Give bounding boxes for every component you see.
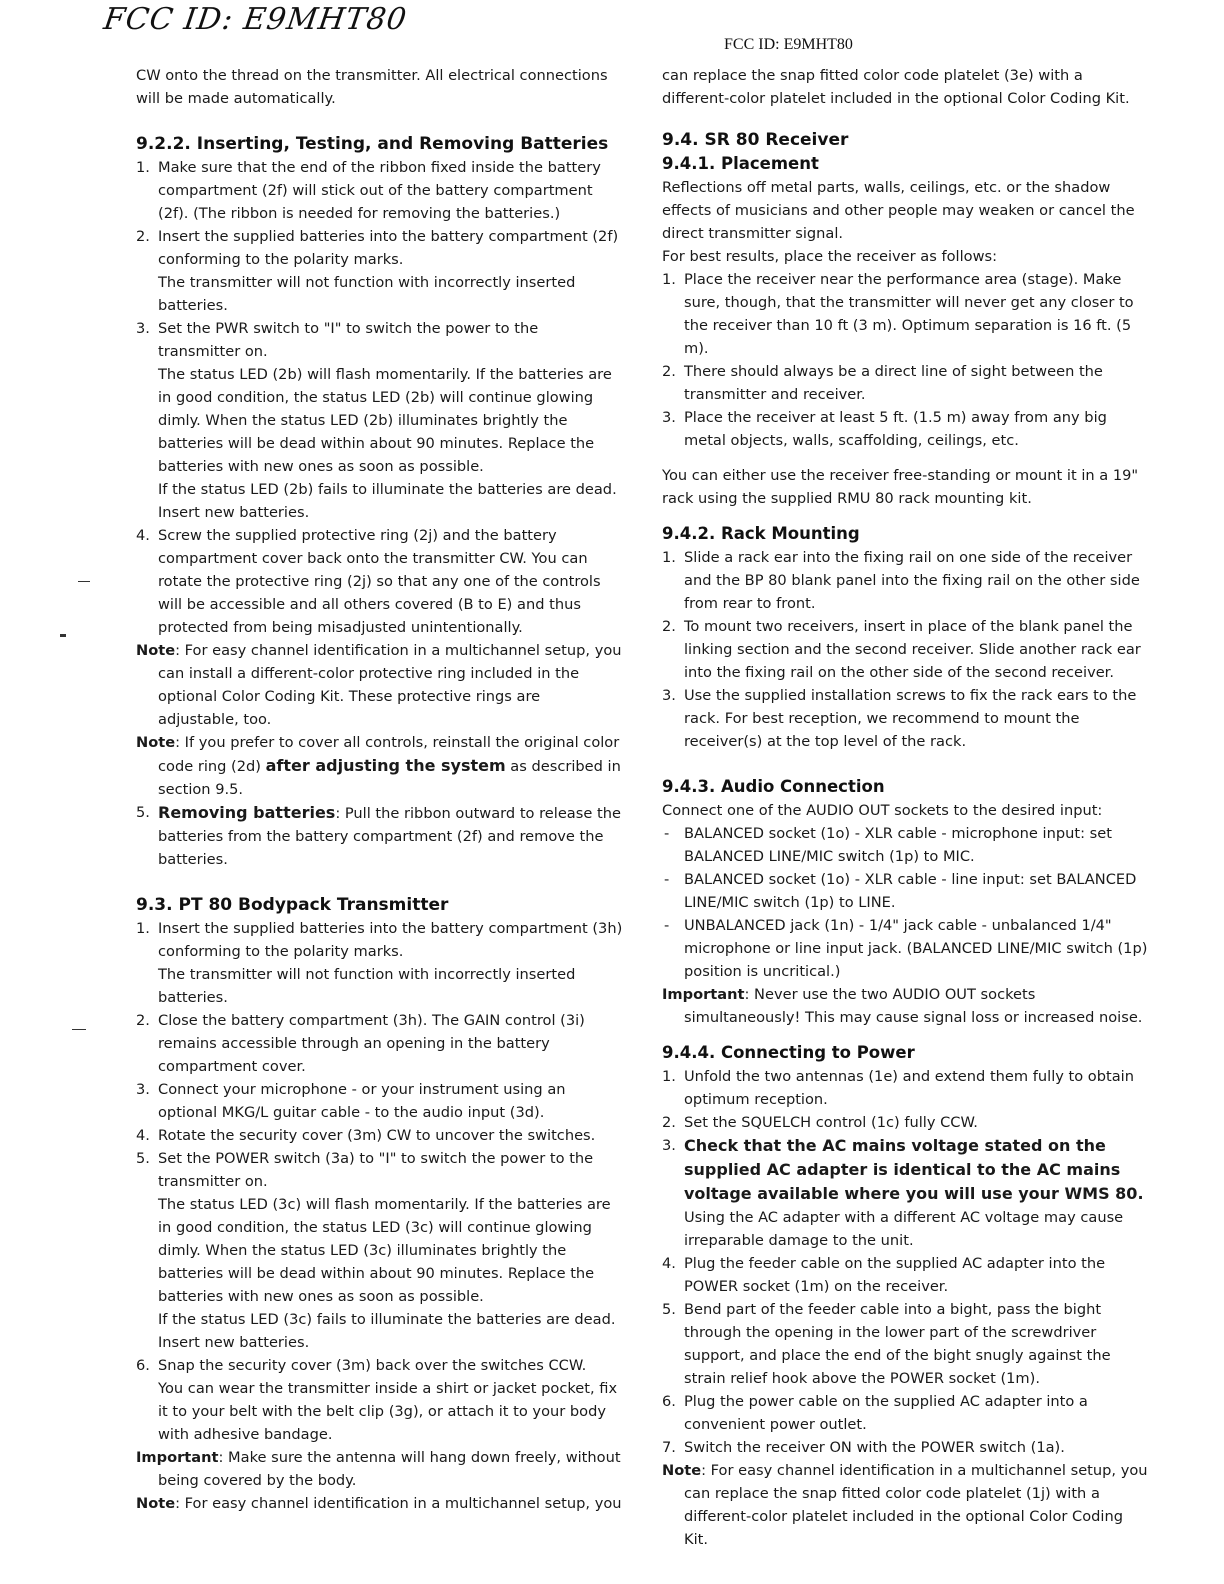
left-column (136, 64, 624, 1515)
important-text: : Never use the two AUDIO OUT sockets simultaneously! This may cause signal loss or increased noise. (684, 986, 1143, 1026)
item-number: 1. (136, 159, 150, 176)
list-item (136, 1354, 624, 1446)
item-number: 1. (662, 549, 676, 566)
list-item (662, 268, 1148, 360)
list-item (136, 917, 624, 1009)
item-number: 2. (662, 618, 676, 635)
item-subtext: The status LED (3c) will flash momentarily. If the batteries are in good condition, the status LED (3c) will continue glowing dimly. When the status LED (3c) illuminates brightly the batteries will be dead within about 90 minutes. Replace the batteries with new ones as soon as possible. (158, 1196, 611, 1305)
list-item (136, 524, 624, 639)
note-text: : For easy channel identification in a multichannel setup, you can install a different-color protective ring included in the optional Color Coding Kit. These protective rings are adjustable, too. (158, 642, 622, 728)
fcc-id-header: FCC ID: E9MHT80 (724, 36, 853, 53)
item-text: Use the supplied installation screws to fix the rack ears to the rack. For best reception, we recommend to mount the receiver(s) at the top level of the rack. (684, 687, 1137, 750)
item-text: Rotate the security cover (3m) CW to uncover the switches. (158, 1127, 596, 1144)
item-text: Set the POWER switch (3a) to "I" to switch the power to the transmitter on. (158, 1150, 594, 1190)
item-text: Connect your microphone - or your instrument using an optional MKG/L guitar cable - to the audio input (3d). (158, 1081, 566, 1121)
note-paragraph (136, 731, 624, 801)
list-item (136, 156, 624, 225)
item-subtext: If the status LED (2b) fails to illuminate the batteries are dead. Insert new batteries. (158, 481, 617, 521)
list-item (136, 1147, 624, 1354)
list-item (136, 1124, 624, 1147)
dash-list-item: - BALANCED socket (1o) - XLR cable - microphone input: set BALANCED LINE/MIC switch (1p) to MIC. (662, 822, 1148, 868)
paragraph: Reflections off metal parts, walls, ceilings, etc. or the shadow effects of musicians and other people may weaken or cancel the direct transmitter signal. (662, 179, 1135, 242)
list-item (662, 360, 1148, 406)
item-subtext: The transmitter will not function with incorrectly inserted batteries. (158, 966, 576, 1006)
list-item (662, 546, 1148, 615)
item-number: 1. (662, 271, 676, 288)
intro-paragraph: CW onto the thread on the transmitter. All electrical connections will be made automatically. (136, 67, 608, 107)
item-text: Slide a rack ear into the fixing rail on one side of the receiver and the BP 80 blank panel into the fixing rail on the other side from rear to front. (684, 549, 1140, 612)
item-number: 3. (136, 1081, 150, 1098)
paragraph: For best results, place the receiver as follows: (662, 248, 998, 265)
item-number: 4. (136, 527, 150, 544)
item-text: To mount two receivers, insert in place of the blank panel the linking section and the second receiver. Slide another rack ear into the fixing rail on the other side of the second receiver. (684, 618, 1141, 681)
item-number: 5. (136, 804, 150, 821)
item-text: Screw the supplied protective ring (2j) and the battery compartment cover back onto the transmitter CW. You can rotate the protective ring (2j) so that any one of the controls will be accessible and all others covered (B to E) and thus protected from being misadjusted unintentionally. (158, 527, 601, 636)
item-number: 2. (136, 1012, 150, 1029)
important-paragraph (662, 983, 1148, 1029)
note-paragraph (136, 1492, 624, 1515)
section-heading-9-4-1: 9.4.1. Placement (662, 154, 819, 173)
item-text: Bend part of the feeder cable into a bight, pass the bight through the opening in the lower part of the screwdriver support, and place the end of the bight snugly against the strain relief hook above the POWER socket (1m). (684, 1301, 1111, 1387)
note-text: : For easy channel identification in a multichannel setup, you (175, 1495, 622, 1512)
item-number: 5. (662, 1301, 676, 1318)
item-number: 1. (136, 920, 150, 937)
note-paragraph (136, 639, 624, 731)
margin-mark (78, 581, 90, 582)
note-text: : If you prefer to cover all controls, reinstall the original color code ring (2d) (158, 734, 620, 775)
item-number: 2. (136, 228, 150, 245)
important-paragraph (136, 1446, 624, 1492)
item-text: Set the PWR switch to "I" to switch the power to the transmitter on. (158, 320, 539, 360)
handwritten-fcc-id: FCC ID: E9MHT80 (101, 2, 410, 37)
dash-list-item: - UNBALANCED jack (1n) - 1/4" jack cable - unbalanced 1/4" microphone or line input jack. (BALANCED LINE/MIC switch (1p) position is uncritical.) (662, 914, 1148, 983)
section-heading-9-3: 9.3. PT 80 Bodypack Transmitter (136, 895, 449, 915)
item-text: Snap the security cover (3m) back over the switches CCW. (158, 1357, 587, 1374)
item-number: 3. (136, 320, 150, 337)
list-item (662, 615, 1148, 684)
item-text: Make sure that the end of the ribbon fixed inside the battery compartment (2f) will stick out of the battery compartment (2f). (The ribbon is needed for removing the batteries.) (158, 159, 601, 222)
item-number: 3. (662, 409, 676, 426)
important-label: Important (662, 986, 745, 1003)
item-text: Close the battery compartment (3h). The GAIN control (3i) remains accessible through an opening in the battery compartment cover. (158, 1012, 585, 1075)
item-number: 2. (662, 1114, 676, 1131)
list-item (136, 317, 624, 524)
list-item (662, 1111, 1148, 1134)
section-heading-9-4: 9.4. SR 80 Receiver (662, 130, 849, 150)
item-number: 7. (662, 1439, 676, 1456)
note-emphasis: after adjusting the system (265, 756, 506, 775)
note-text: : For easy channel identification in a multichannel setup, you can replace the snap fitted color code platelet (1j) with a different-color platelet included in the optional Color Coding Kit. (684, 1462, 1148, 1548)
list-item (662, 1298, 1148, 1390)
section-heading-9-4-3: 9.4.3. Audio Connection (662, 777, 885, 796)
item-number: 3. (662, 1137, 676, 1154)
item-text: : Pull the ribbon outward to release the batteries from the battery compartment (2f) and remove the batteries. (158, 805, 621, 868)
note-paragraph (662, 1459, 1148, 1551)
item-text: Place the receiver at least 5 ft. (1.5 m) away from any big metal objects, walls, scaffolding, ceilings, etc. (684, 409, 1107, 449)
note-label: Note (136, 734, 176, 751)
item-warning: Check that the AC mains voltage stated on the supplied AC adapter is identical to the AC mains voltage available where you will use your WMS 80. (684, 1136, 1144, 1203)
section-heading-9-2-2: 9.2.2. Inserting, Testing, and Removing Batteries (136, 134, 609, 154)
item-text: Set the SQUELCH control (1c) fully CCW. (684, 1114, 978, 1131)
item-subtext: If the status LED (3c) fails to illuminate the batteries are dead. Insert new batteries. (158, 1311, 616, 1351)
item-text: Place the receiver near the performance area (stage). Make sure, though, that the transmitter will never get any closer to the receiver than 10 ft (3 m). Optimum separation is 16 ft. (5 m). (684, 271, 1134, 357)
note-label: Note (662, 1462, 702, 1479)
important-label: Important (136, 1449, 219, 1466)
item-text: Insert the supplied batteries into the battery compartment (3h) conforming to the polarity marks. (158, 920, 623, 960)
list-item (662, 1065, 1148, 1111)
item-number: 2. (662, 363, 676, 380)
list-item (136, 1078, 624, 1124)
item-text: Unfold the two antennas (1e) and extend them fully to obtain optimum reception. (684, 1068, 1134, 1108)
item-text: Switch the receiver ON with the POWER switch (1a). (684, 1439, 1065, 1456)
item-subtext: The transmitter will not function with incorrectly inserted batteries. (158, 274, 576, 314)
note-text: as described in section 9.5. (158, 758, 621, 798)
note-label: Note (136, 642, 176, 659)
list-item (662, 1390, 1148, 1436)
list-item (136, 225, 624, 317)
item-text: There should always be a direct line of sight between the transmitter and receiver. (684, 363, 1103, 403)
right-column (662, 64, 1148, 1551)
item-text: Plug the feeder cable on the supplied AC adapter into the POWER socket (1m) on the receiver. (684, 1255, 1106, 1295)
item-subtext: Using the AC adapter with a different AC voltage may cause irreparable damage to the unit. (684, 1209, 1124, 1249)
item-number: 1. (662, 1068, 676, 1085)
item-subtext: You can wear the transmitter inside a shirt or jacket pocket, fix it to your belt with the belt clip (3g), or attach it to your body with adhesive bandage. (158, 1380, 618, 1443)
item-subtext: The status LED (2b) will flash momentarily. If the batteries are in good condition, the status LED (2b) will continue glowing dimly. When the status LED (2b) illuminates brightly the batteries will be dead within about 90 minutes. Replace the batteries with new ones as soon as possible. (158, 366, 612, 475)
paragraph: You can either use the receiver free-standing or mount it in a 19" rack using the supplied RMU 80 rack mounting kit. (662, 467, 1139, 507)
intro-paragraph: can replace the snap fitted color code platelet (3e) with a different-color platelet included in the optional Color Coding Kit. (662, 67, 1130, 107)
list-item (662, 684, 1148, 753)
item-text: Plug the power cable on the supplied AC adapter into a convenient power outlet. (684, 1393, 1088, 1433)
item-text: Insert the supplied batteries into the battery compartment (2f) conforming to the polarity marks. (158, 228, 619, 268)
section-heading-9-4-2: 9.4.2. Rack Mounting (662, 524, 860, 543)
list-item (136, 801, 624, 871)
list-item (136, 1009, 624, 1078)
item-number: 4. (662, 1255, 676, 1272)
item-number: 4. (136, 1127, 150, 1144)
item-number: 5. (136, 1150, 150, 1167)
list-item (662, 1134, 1148, 1252)
margin-mark (60, 634, 66, 637)
paragraph: Connect one of the AUDIO OUT sockets to the desired input: (662, 802, 1103, 819)
margin-mark (72, 1029, 86, 1030)
item-number: 3. (662, 687, 676, 704)
item-number: 6. (662, 1393, 676, 1410)
dash-list-item: - BALANCED socket (1o) - XLR cable - line input: set BALANCED LINE/MIC switch (1p) to LINE. (662, 868, 1148, 914)
item-label: Removing batteries (158, 803, 336, 822)
list-item (662, 1436, 1148, 1459)
list-item (662, 1252, 1148, 1298)
section-heading-9-4-4: 9.4.4. Connecting to Power (662, 1043, 915, 1062)
item-number: 6. (136, 1357, 150, 1374)
note-label: Note (136, 1495, 176, 1512)
list-item (662, 406, 1148, 452)
important-text: : Make sure the antenna will hang down freely, without being covered by the body. (158, 1449, 621, 1489)
